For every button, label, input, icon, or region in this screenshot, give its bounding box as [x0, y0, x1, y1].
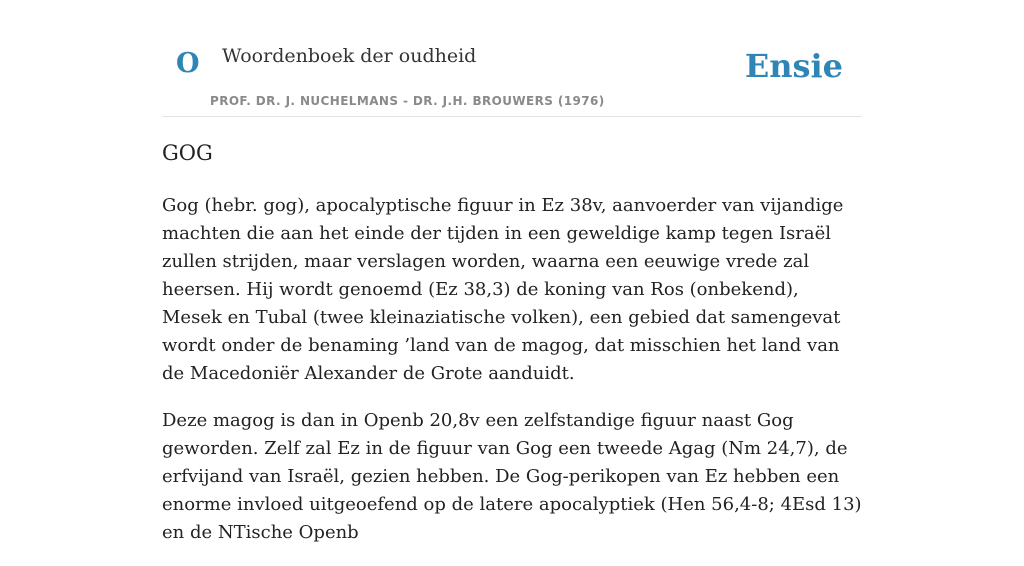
entry-paragraph: Gog (hebr. gog), apocalyptische figuur in Ez 38v, aanvoerder van vijandige machten die aan het einde der tijden in een geweldige kamp tegen Israël zullen strijden, maar verslagen worden, waarna een eeuwige vrede zal heersen. Hij wordt genoemd (Ez 38,3) de koning van Ros (onbekend), Mesek en Tubal (twee kleinaziatische volken), een gebied dat samengevat wordt onder de benaming ’land van de magog, dat misschien het land van de Macedoniër Alexander de Grote aanduidt.: [162, 195, 844, 384]
page-container: [162, 0, 862, 543]
entry-paragraph: Deze magog is dan in Openb 20,8v een zelfstandige figuur naast Gog geworden. Zelf zal Ez in de figuur van Gog een tweede Agag (Nm 24,7), de erfvijand van Israël, gezien hebben. De Gog-perikopen van Ez hebben een enorme invloed uitgeoefend op de latere apocalyptiek (Hen 56,4-8; 4Esd 13) en de NTische Openb: [162, 410, 862, 543]
entry-body: [162, 192, 862, 566]
page-header: [162, 0, 862, 117]
entry-title: GOG: [162, 141, 213, 165]
site-logo[interactable]: Ensie: [744, 47, 843, 85]
book-authors: PROF. DR. J. NUCHELMANS - DR. J.H. BROUWERS (1976): [210, 94, 605, 108]
book-letter[interactable]: O: [176, 48, 200, 79]
book-title[interactable]: Woordenboek der oudheid: [222, 45, 477, 67]
